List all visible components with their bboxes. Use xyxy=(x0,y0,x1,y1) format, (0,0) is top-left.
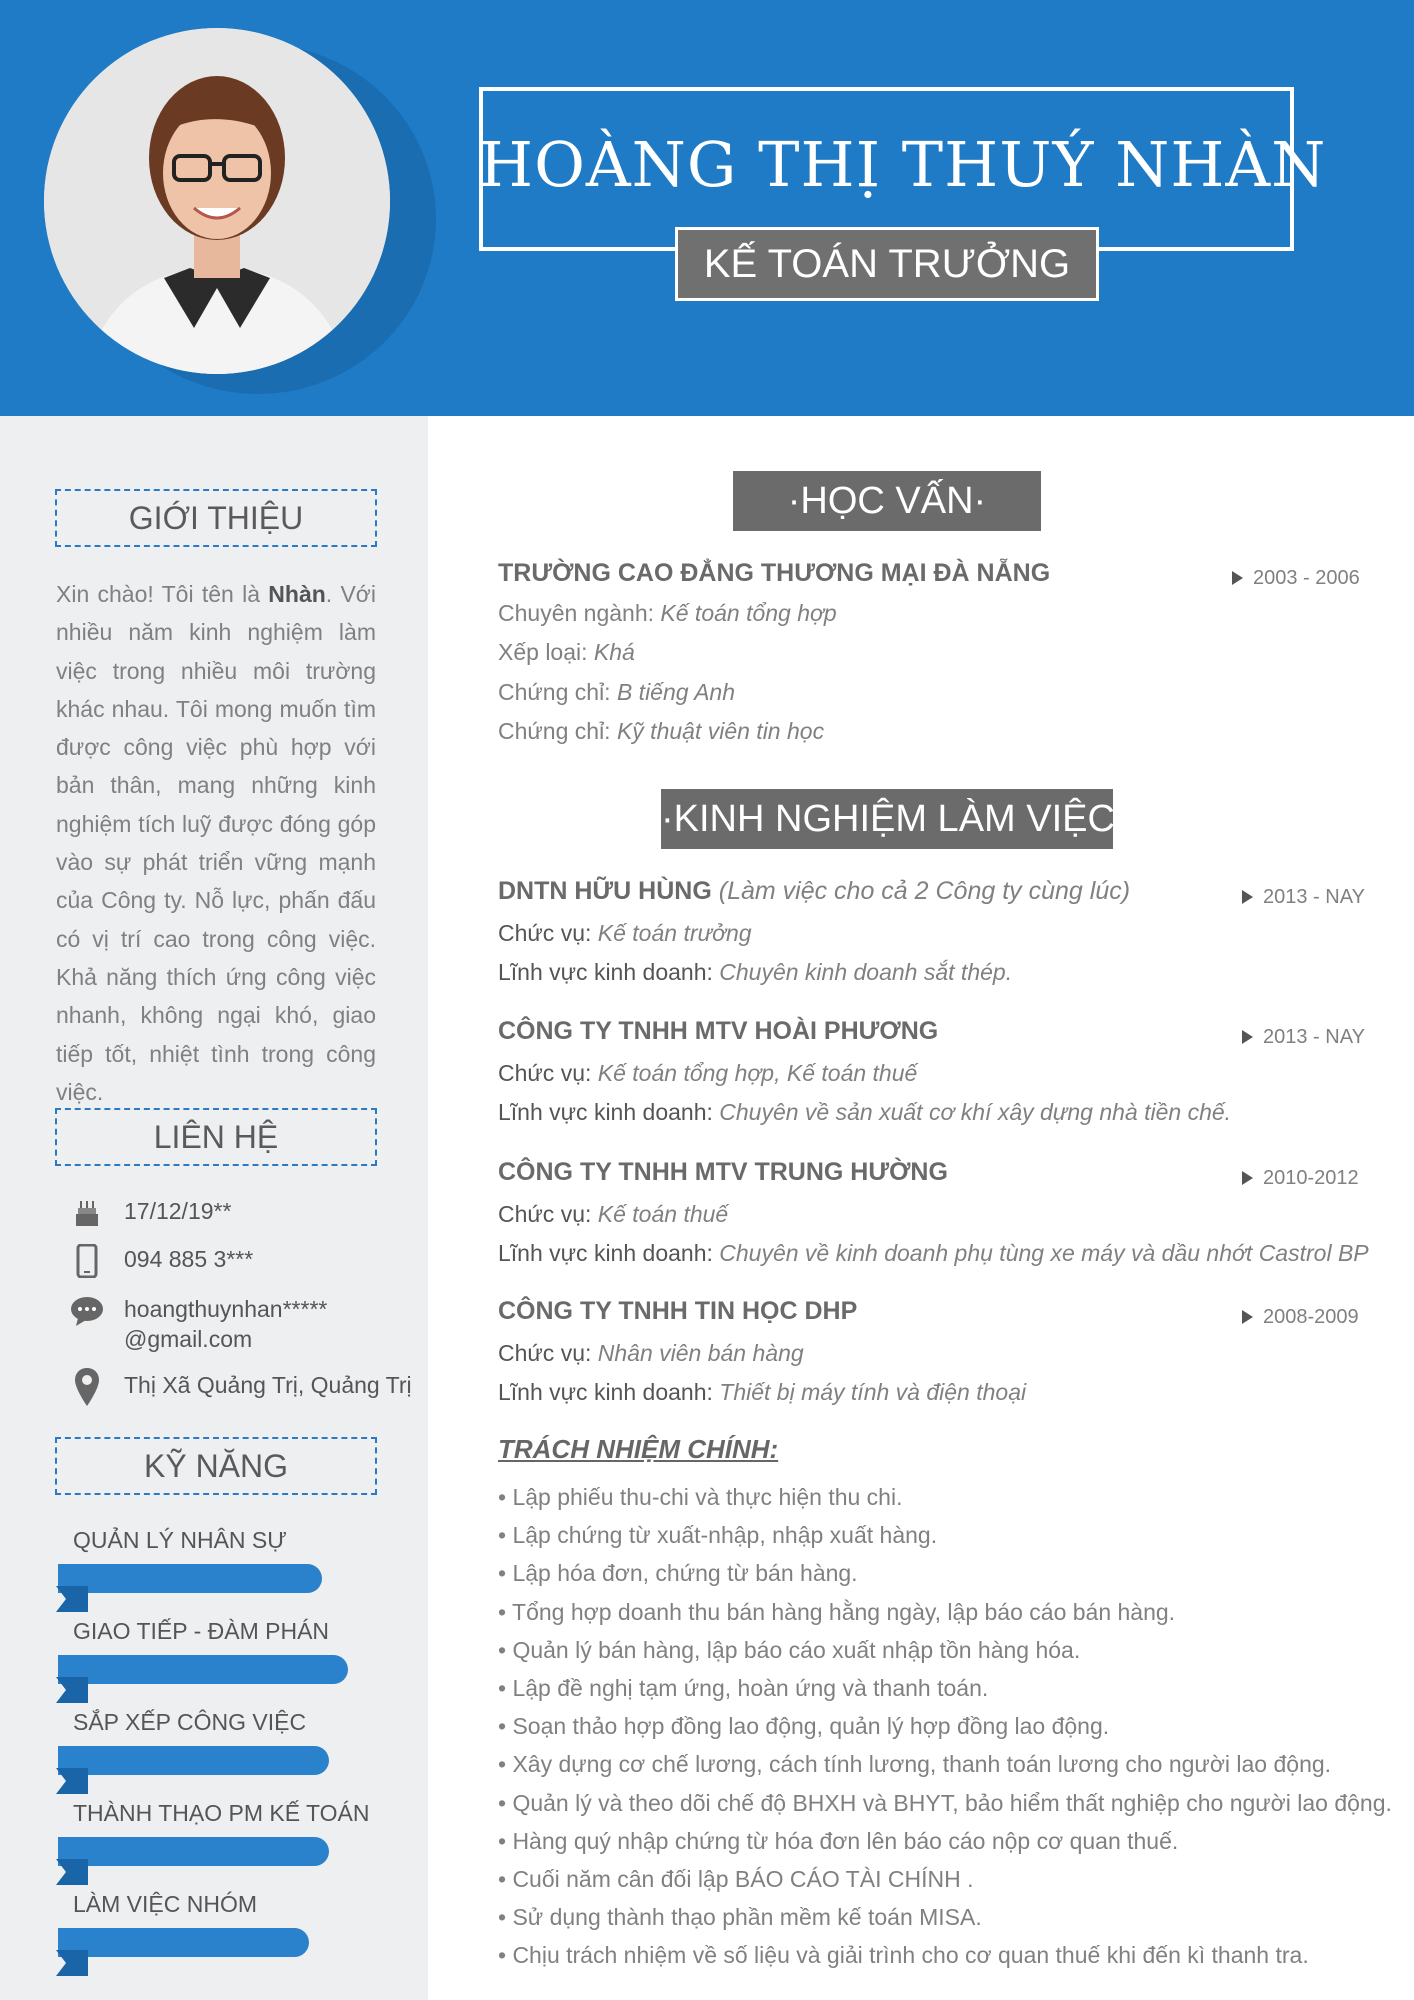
contact-email: hoangthuynhan***** @gmail.com xyxy=(70,1294,327,1354)
contact-birthday: 17/12/19** xyxy=(70,1196,231,1230)
profile-photo xyxy=(44,28,390,374)
ribbon-tail-icon xyxy=(56,1677,88,1703)
responsibility-item: • Lập phiếu thu-chi và thực hiện thu chi. xyxy=(498,1484,903,1510)
job-period: 2013 - NAY xyxy=(1242,886,1365,909)
job-field: Lĩnh vực kinh doanh: Thiết bị máy tính và điện thoại xyxy=(498,1379,1027,1405)
skill-bar xyxy=(58,1746,329,1775)
responsibilities-list xyxy=(498,1478,1392,1975)
company-name: CÔNG TY TNHH MTV TRUNG HƯỜNG xyxy=(498,1158,948,1186)
responsibility-item: • Soạn thảo hợp đồng lao động, quản lý hợp đồng lao động. xyxy=(498,1713,1110,1740)
education-period: 2003 - 2006 xyxy=(1232,567,1360,590)
job-position: Chức vụ: Kế toán tổng hợp, Kế toán thuế xyxy=(498,1060,918,1086)
skill-label: LÀM VIỆC NHÓM xyxy=(73,1891,258,1917)
skill-label: QUẢN LÝ NHÂN SỰ xyxy=(73,1527,287,1553)
responsibility-item: • Sử dụng thành thạo phần mềm kế toán MISA. xyxy=(498,1904,982,1931)
job-title: KẾ TOÁN TRƯỞNG xyxy=(675,227,1099,301)
company-name: CÔNG TY TNHH TIN HỌC DHP xyxy=(498,1297,858,1325)
triangle-icon xyxy=(1242,1030,1253,1044)
contact-address: Thị Xã Quảng Trị, Quảng Trị xyxy=(70,1370,412,1404)
chat-icon xyxy=(70,1294,104,1328)
triangle-icon xyxy=(1242,1310,1253,1324)
skill-label: GIAO TIẾP - ĐÀM PHÁN xyxy=(73,1618,330,1644)
education-line: Chứng chỉ: B tiếng Anh xyxy=(498,679,736,705)
job-period: 2008-2009 xyxy=(1242,1306,1359,1329)
responsibility-item: • Tổng hợp doanh thu bán hàng hằng ngày, lập báo cáo bán hàng. xyxy=(498,1598,1176,1625)
phone-icon xyxy=(70,1244,104,1278)
ribbon-tail-icon xyxy=(56,1859,88,1885)
contact-phone: 094 885 3*** xyxy=(70,1244,253,1278)
job-period: 2013 - NAY xyxy=(1242,1026,1365,1049)
triangle-icon xyxy=(1242,1171,1253,1185)
responsibility-item: • Lập chứng từ xuất-nhập, nhập xuất hàng. xyxy=(498,1522,938,1549)
job-position: Chức vụ: Kế toán trưởng xyxy=(498,920,752,946)
job-period: 2010-2012 xyxy=(1242,1167,1359,1190)
company-name: DNTN HỮU HÙNG (Làm việc cho cả 2 Công ty cùng lúc) xyxy=(498,877,1131,905)
skill-label: THÀNH THẠO PM KẾ TOÁN xyxy=(73,1800,370,1826)
skill-label: SẮP XẾP CÔNG VIỆC xyxy=(73,1709,307,1735)
school-name: TRƯỜNG CAO ĐẲNG THƯƠNG MẠI ĐÀ NẴNG xyxy=(498,559,1051,587)
education-line: Chứng chỉ: Kỹ thuật viên tin học xyxy=(498,718,825,744)
skill-bar xyxy=(58,1564,322,1593)
education-line: Xếp loại: Khá xyxy=(498,639,635,665)
education-line: Chuyên ngành: Kế toán tổng hợp xyxy=(498,600,837,626)
ribbon-tail-icon xyxy=(56,1950,88,1976)
education-heading: ·HỌC VẤN· xyxy=(733,471,1041,531)
candidate-name: HOÀNG THỊ THUÝ NHÀN xyxy=(479,128,1327,201)
skill-bar xyxy=(58,1928,309,1957)
responsibility-item: • Lập hóa đơn, chứng từ bán hàng. xyxy=(498,1560,858,1587)
triangle-icon xyxy=(1242,890,1253,904)
experience-heading: ·KINH NGHIỆM LÀM VIỆC· xyxy=(661,789,1113,849)
intro-heading: GIỚI THIỆU xyxy=(55,489,377,547)
responsibility-item: • Chịu trách nhiệm về số liệu và giải trình cho cơ quan thuế khi đến kì thanh tra. xyxy=(498,1942,1309,1969)
skill-bar xyxy=(58,1655,348,1684)
responsibilities-heading: TRÁCH NHIỆM CHÍNH: xyxy=(498,1434,779,1464)
responsibility-item: • Lập đề nghị tạm ứng, hoàn ứng và thanh toán. xyxy=(498,1675,989,1702)
contact-heading: LIÊN HỆ xyxy=(55,1108,377,1166)
job-field: Lĩnh vực kinh doanh: Chuyên về sản xuất cơ khí xây dựng nhà tiền chế. xyxy=(498,1099,1232,1125)
responsibility-item: • Quản lý bán hàng, lập báo cáo xuất nhập tồn hàng hóa. xyxy=(498,1636,1081,1663)
job-position: Chức vụ: Nhân viên bán hàng xyxy=(498,1340,804,1366)
responsibility-item: • Hàng quý nhập chứng từ hóa đơn lên báo cáo nộp cơ quan thuế. xyxy=(498,1827,1179,1854)
job-field: Lĩnh vực kinh doanh: Chuyên về kinh doanh phụ tùng xe máy và dầu nhớt Castrol BP xyxy=(498,1240,1369,1266)
cake-icon xyxy=(70,1196,104,1230)
triangle-icon xyxy=(1232,571,1243,585)
intro-text: Xin chào! Tôi tên là Nhàn. Với nhiều năm kinh nghiệm làm việc trong nhiều môi trường khác nhau. Tôi mong muốn tìm được công việc phù hợp với bản thân, mang những kinh nghiệm tích luỹ được đóng góp vào sự phát triển vững mạnh của Công ty. Nỗ lực, phấn đấu có vị trí cao trong công việc. Khả năng thích ứng công việc nhanh, không ngại khó, giao tiếp tốt, nhiệt tình trong công việc. xyxy=(56,581,376,1105)
skills-heading: KỸ NĂNG xyxy=(55,1437,377,1495)
job-field: Lĩnh vực kinh doanh: Chuyên kinh doanh sắt thép. xyxy=(498,959,1013,985)
responsibility-item: • Xây dựng cơ chế lương, cách tính lương, thanh toán lương cho người lao động. xyxy=(498,1751,1332,1778)
job-position: Chức vụ: Kế toán thuế xyxy=(498,1201,729,1227)
ribbon-tail-icon xyxy=(56,1768,88,1794)
responsibility-item: • Cuối năm cân đối lập BÁO CÁO TÀI CHÍNH . xyxy=(498,1866,974,1893)
location-pin-icon xyxy=(70,1370,104,1404)
company-name: CÔNG TY TNHH MTV HOÀI PHƯƠNG xyxy=(498,1017,939,1045)
skill-bar xyxy=(58,1837,329,1866)
ribbon-tail-icon xyxy=(56,1586,88,1612)
responsibility-item: • Quản lý và theo dõi chế độ BHXH và BHYT, bảo hiểm thất nghiệp cho người lao động. xyxy=(498,1789,1392,1816)
